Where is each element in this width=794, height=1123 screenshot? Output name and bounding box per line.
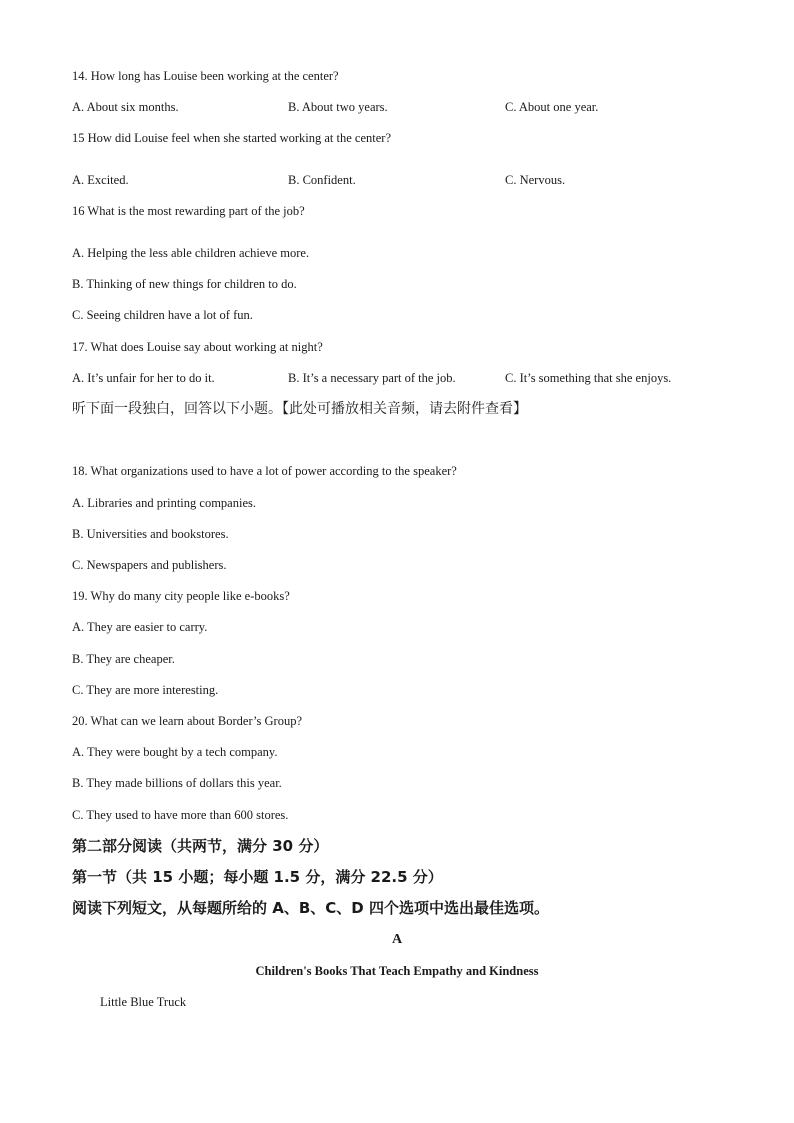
q16-option-c: C. Seeing children have a lot of fun. xyxy=(72,308,253,322)
q20-option-c: C. They used to have more than 600 stores. xyxy=(72,808,289,822)
reading-instruction: 阅读下列短文，从每题所给的 A、B、C、D 四个选项中选出最佳选项。 xyxy=(72,899,549,917)
q16-option-b: B. Thinking of new things for children to do. xyxy=(72,277,297,291)
q15-option-c: C. Nervous. xyxy=(505,173,566,187)
q19-option-c: C. They are more interesting. xyxy=(72,683,219,697)
q17-option-a: A. It’s unfair for her to do it. xyxy=(72,371,215,385)
q14-option-c: C. About one year. xyxy=(505,100,599,114)
q20-option-a: A. They were bought by a tech company. xyxy=(72,745,278,759)
q15-option-b: B. Confident. xyxy=(288,173,356,187)
q19-option-a: A. They are easier to carry. xyxy=(72,620,208,634)
question-19: 19. Why do many city people like e-books? xyxy=(72,589,290,603)
listening-instruction: 听下面一段独白，回答以下小题。【此处可播放相关音频，请去附件查看】 xyxy=(72,401,527,417)
q18-option-c: C. Newspapers and publishers. xyxy=(72,558,227,572)
book-title: Little Blue Truck xyxy=(100,995,187,1009)
q20-option-b: B. They made billions of dollars this year. xyxy=(72,776,282,790)
question-18: 18. What organizations used to have a lot of power according to the speaker? xyxy=(72,464,457,478)
q16-option-a: A. Helping the less able children achieve more. xyxy=(72,246,310,260)
passage-title: Children's Books That Teach Empathy and Kindness xyxy=(255,964,539,978)
q17-option-c: C. It’s something that she enjoys. xyxy=(505,371,672,385)
section1-heading: 第一节（共 15 小题；每小题 1.5 分，满分 22.5 分） xyxy=(72,868,443,886)
q19-option-b: B. They are cheaper. xyxy=(72,652,175,666)
question-16: 16 What is the most rewarding part of the job? xyxy=(72,204,305,218)
question-20: 20. What can we learn about Border’s Group? xyxy=(72,714,303,728)
q18-option-b: B. Universities and bookstores. xyxy=(72,527,229,541)
question-17: 17. What does Louise say about working at night? xyxy=(72,340,323,354)
passage-label: A xyxy=(391,932,403,947)
q18-option-a: A. Libraries and printing companies. xyxy=(72,496,256,510)
question-15: 15 How did Louise feel when she started working at the center? xyxy=(72,131,391,145)
q14-option-a: A. About six months. xyxy=(72,100,179,114)
question-14: 14. How long has Louise been working at the center? xyxy=(72,69,339,83)
part2-heading: 第二部分阅读（共两节，满分 30 分） xyxy=(72,837,329,855)
q15-option-a: A. Excited. xyxy=(72,173,129,187)
q14-option-b: B. About two years. xyxy=(288,100,388,114)
q17-option-b: B. It’s a necessary part of the job. xyxy=(288,371,456,385)
